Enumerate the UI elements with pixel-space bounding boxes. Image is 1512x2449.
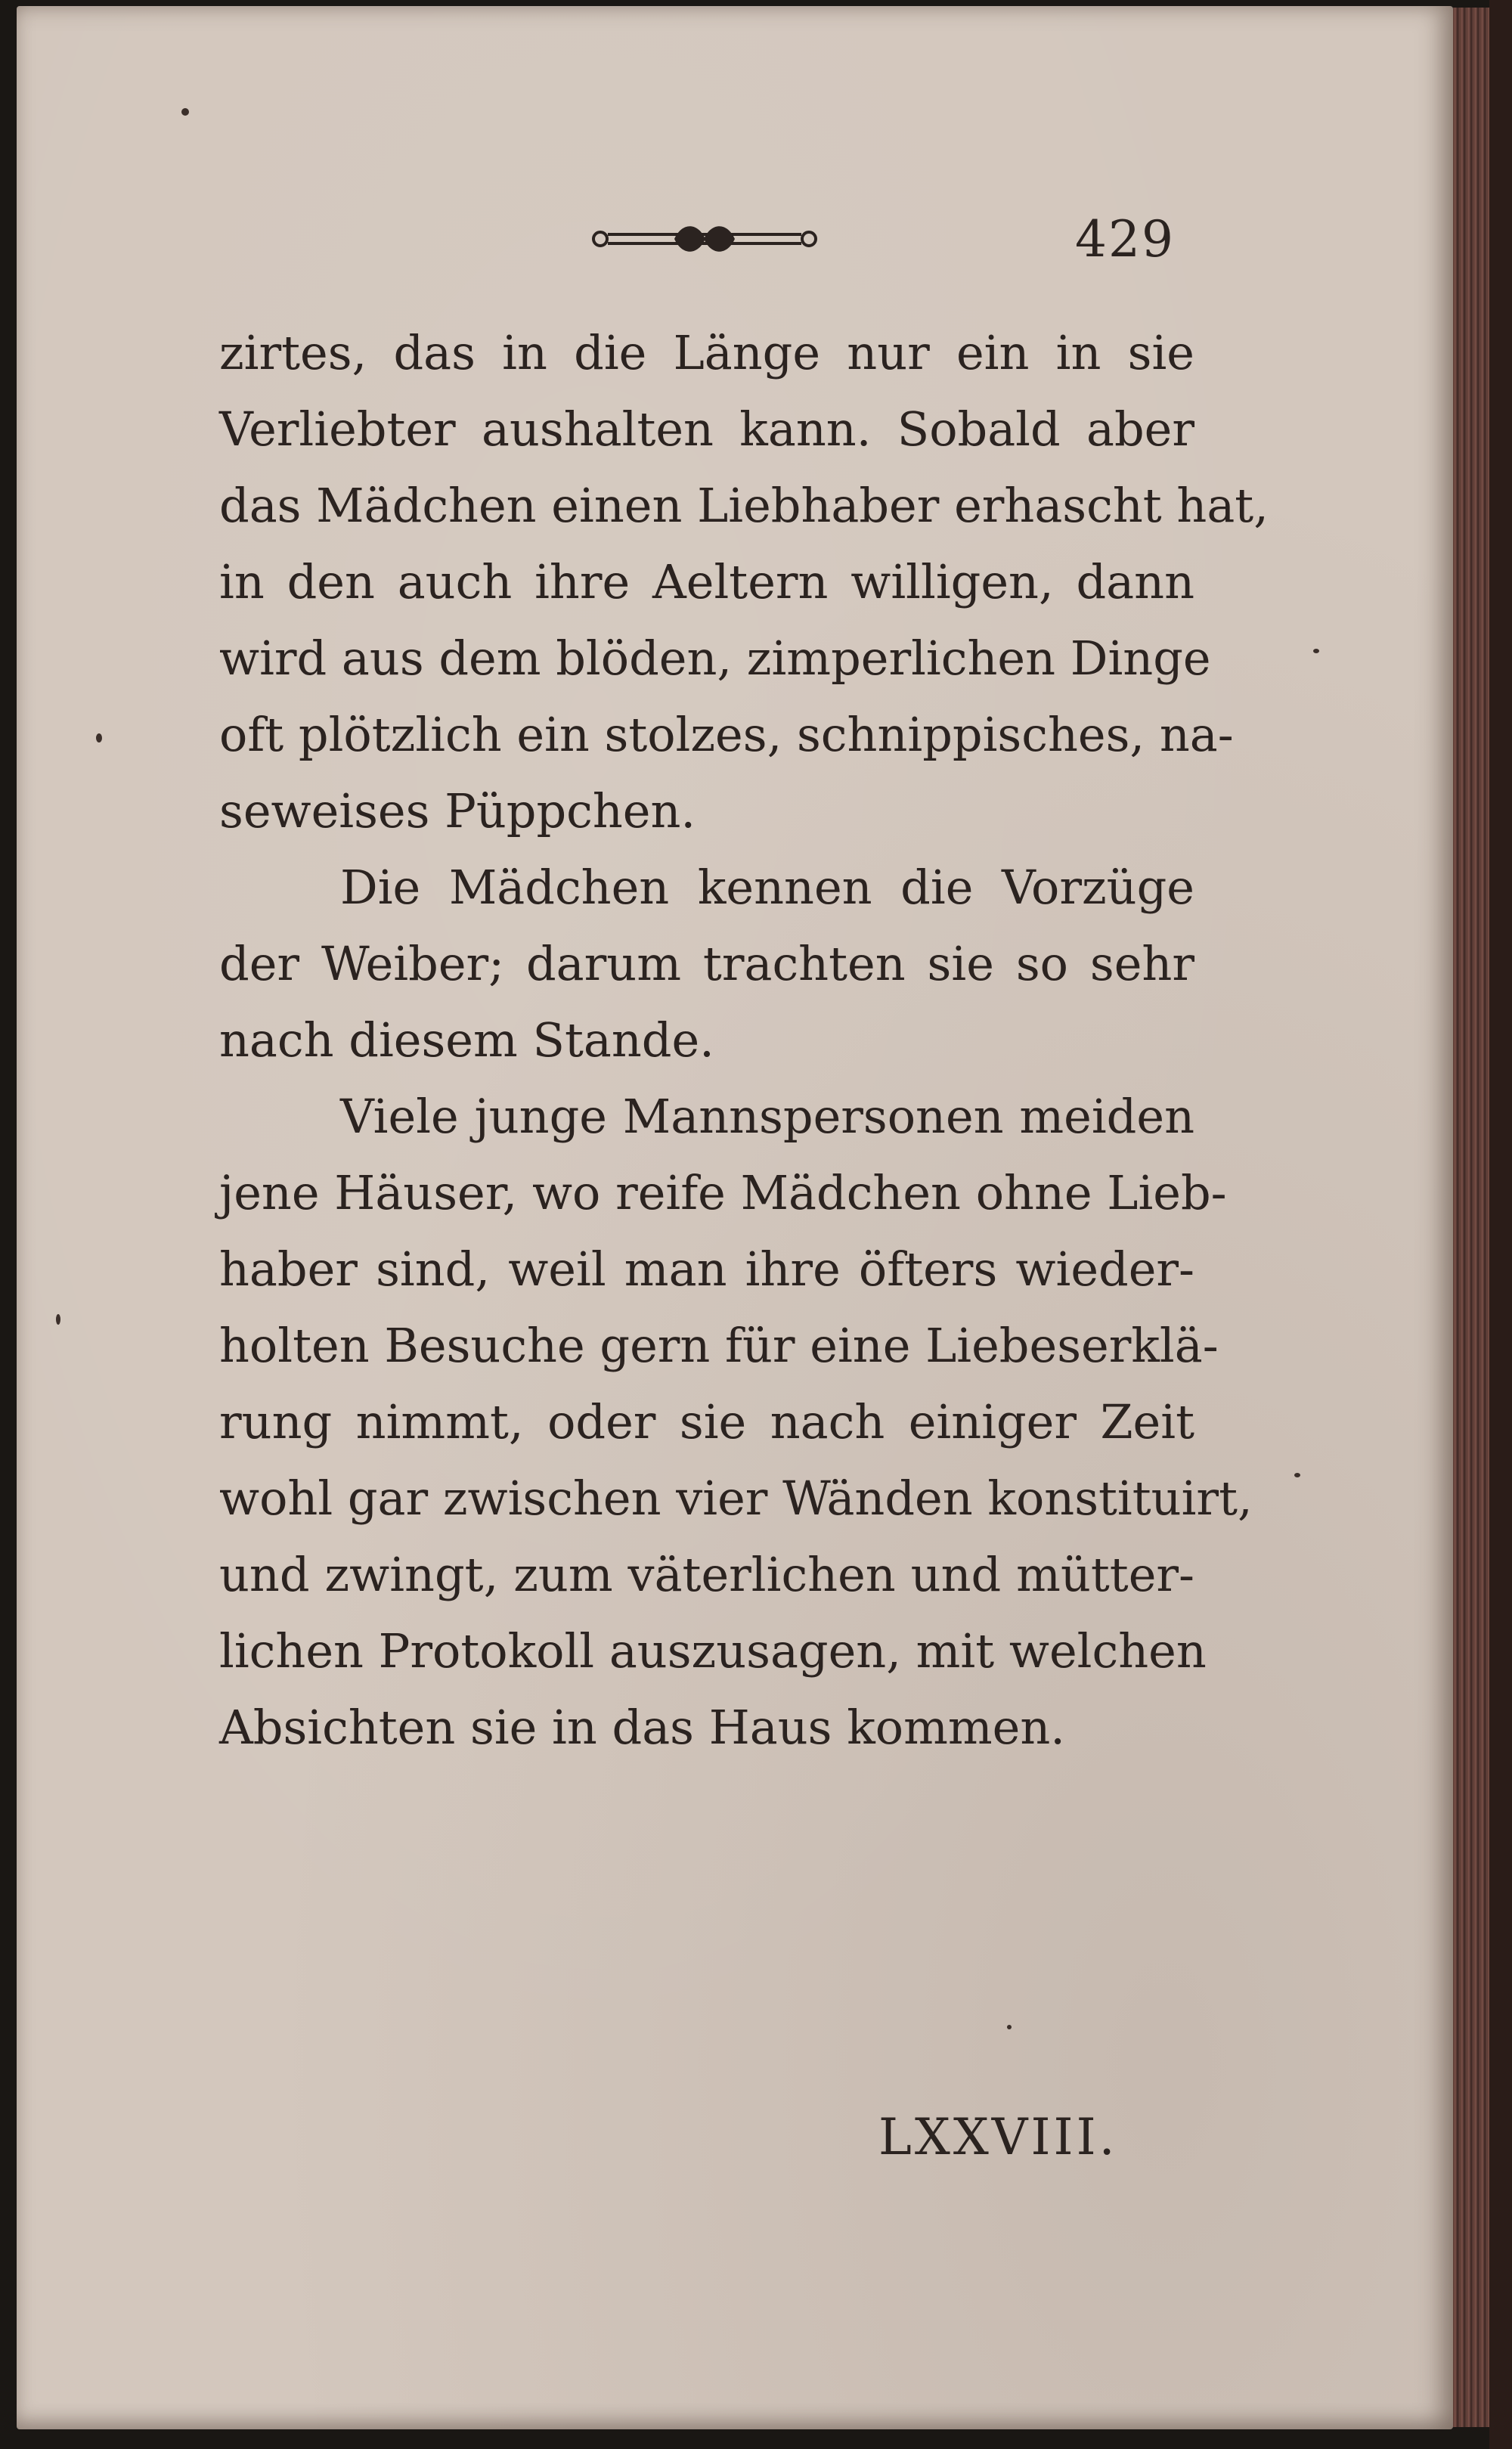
text-line: wird aus dem blöden, zimperlichen Dinge [219,631,1211,686]
paper-speck [181,108,189,116]
paper-speck [96,733,102,742]
text-line: holten Besuche gern für eine Liebeserklä- [219,1318,1219,1373]
text-line: seweises Püppchen. [219,783,696,839]
page-header [17,210,1470,271]
text-line: das Mädchen einen Liebhaber erhascht hat, [219,478,1269,533]
text-line: Verliebter aushalten kann. Sobald aber [219,401,1194,457]
horizontal-rule-ornament-icon [591,216,818,262]
text-line: oft plötzlich ein stolzes, schnippisches, na- [219,707,1234,762]
text-line: zirtes, das in die Länge nur ein in sie [219,325,1194,380]
text-line: und zwingt, zum väterlichen und mütter- [219,1547,1194,1602]
paper-speck [1313,649,1319,653]
page-edges [1453,8,1489,2427]
text-line: lichen Protokoll auszusagen, mit welchen [219,1623,1207,1679]
text-line: der Weiber; darum trachten sie so sehr [219,936,1194,991]
text-line: nach diesem Stande. [219,1012,714,1068]
body-text [219,315,1269,1765]
text-line: in den auch ihre Aeltern willigen, dann [219,554,1194,609]
book-cover-edge [1489,0,1512,2449]
text-line: wohl gar zwischen vier Wänden konstituirt, [219,1471,1253,1526]
paper-speck [1007,2025,1012,2029]
text-line: Absichten sie in das Haus kommen. [219,1700,1065,1755]
text-line: haber sind, weil man ihre öfters wieder- [219,1242,1194,1297]
book-page [17,6,1453,2429]
paper-speck [1294,1473,1300,1477]
text-line: jene Häuser, wo reife Mädchen ohne Lieb- [219,1165,1227,1220]
text-line: Viele junge Mannspersonen meiden [340,1089,1194,1144]
text-line: rung nimmt, oder sie nach einiger Zeit [219,1394,1194,1449]
catchword: LXXVIII. [878,2108,1118,2166]
paper-speck [56,1314,60,1325]
page-number: 429 [1075,210,1175,268]
text-line: Die Mädchen kennen die Vorzüge [340,860,1194,915]
